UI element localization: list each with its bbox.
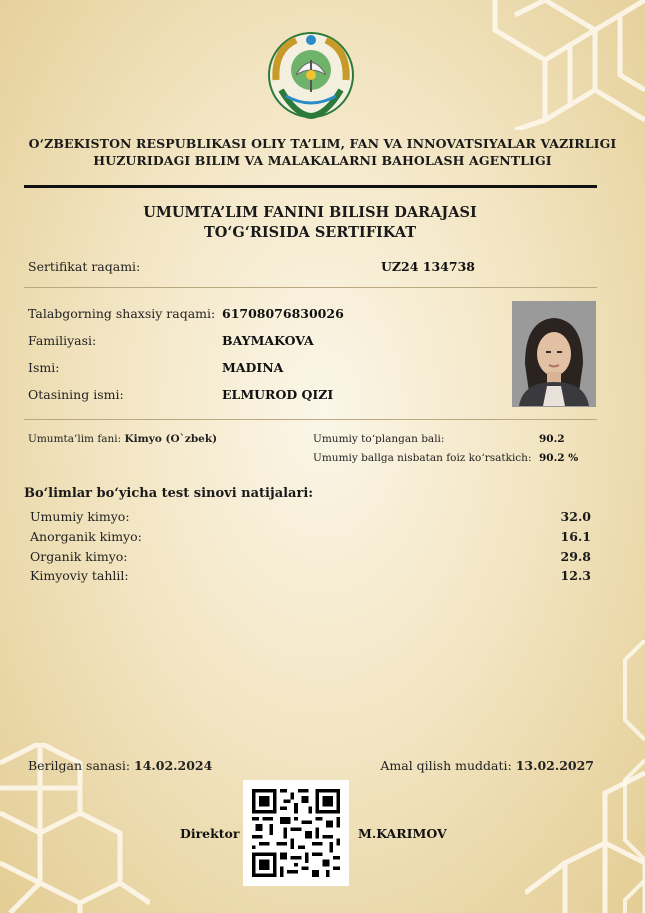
name-value: MADINA xyxy=(222,360,284,375)
divider xyxy=(24,287,597,288)
state-emblem-icon xyxy=(266,30,356,120)
issue-date: Berilgan sanasi: 14.02.2024 xyxy=(28,758,213,773)
personal-id-label: Talabgorning shaxsiy raqami: xyxy=(28,306,216,321)
qr-code-icon[interactable] xyxy=(243,780,349,886)
patronymic-label: Otasining ismi: xyxy=(28,387,124,402)
percent-label: Umumiy ballga nisbatan foiz ko‘rsatkich: xyxy=(313,452,532,464)
certificate-title-line1: UMUMTA’LIM FANINI BILISH DARAJASI xyxy=(143,204,477,221)
patronymic-value: ELMUROD QIZI xyxy=(222,387,334,402)
decorative-pattern-bottom-right xyxy=(525,763,645,913)
certificate-number-label: Sertifikat raqami: xyxy=(28,259,141,274)
director-label: Direktor xyxy=(180,826,240,841)
certificate-number-value: UZ24 134738 xyxy=(381,259,475,274)
result-label: Anorganik kimyo: xyxy=(30,529,142,544)
portrait-photo xyxy=(512,301,596,407)
subject-label: Umumta’lim fani: Kimyo (O`zbek) xyxy=(28,433,218,445)
results-title: Bo‘limlar bo‘yicha test sinovi natijalari: xyxy=(24,486,314,501)
decorative-pattern-top-right xyxy=(455,0,645,130)
total-score-value: 90.2 xyxy=(539,433,565,445)
header-divider xyxy=(24,185,597,188)
result-label: Umumiy kimyo: xyxy=(30,509,130,524)
director-name: M.KARIMOV xyxy=(358,826,447,841)
result-label: Organik kimyo: xyxy=(30,549,128,564)
result-value: 32.0 xyxy=(560,509,591,524)
total-score-label: Umumiy to‘plangan bali: xyxy=(313,433,445,445)
surname-value: BAYMAKOVA xyxy=(222,333,314,348)
result-value: 12.3 xyxy=(560,568,591,583)
ministry-name: O‘ZBEKISTON RESPUBLIKASI OLIY TA’LIM, FAN VA INNOVATSIYALAR VAZIRLIGI xyxy=(28,136,617,151)
agency-name: HUZURIDAGI BILIM VA MALAKALARNI BAHOLASH AGENTLIGI xyxy=(93,153,552,168)
divider xyxy=(24,419,597,420)
name-label: Ismi: xyxy=(28,360,60,375)
valid-until: Amal qilish muddati: 13.02.2027 xyxy=(380,758,594,773)
valid-until-value: 13.02.2027 xyxy=(515,758,594,773)
percent-value: 90.2 % xyxy=(539,452,579,464)
result-label: Kimyoviy tahlil: xyxy=(30,568,129,583)
personal-id-value: 61708076830026 xyxy=(222,306,344,321)
issue-date-value: 14.02.2024 xyxy=(134,758,213,773)
result-value: 29.8 xyxy=(560,549,591,564)
result-value: 16.1 xyxy=(560,529,591,544)
certificate-title-line2: TO‘G‘RISIDA SERTIFIKAT xyxy=(203,224,417,241)
subject-value: Kimyo (O`zbek) xyxy=(124,433,218,445)
surname-label: Familiyasi: xyxy=(28,333,97,348)
